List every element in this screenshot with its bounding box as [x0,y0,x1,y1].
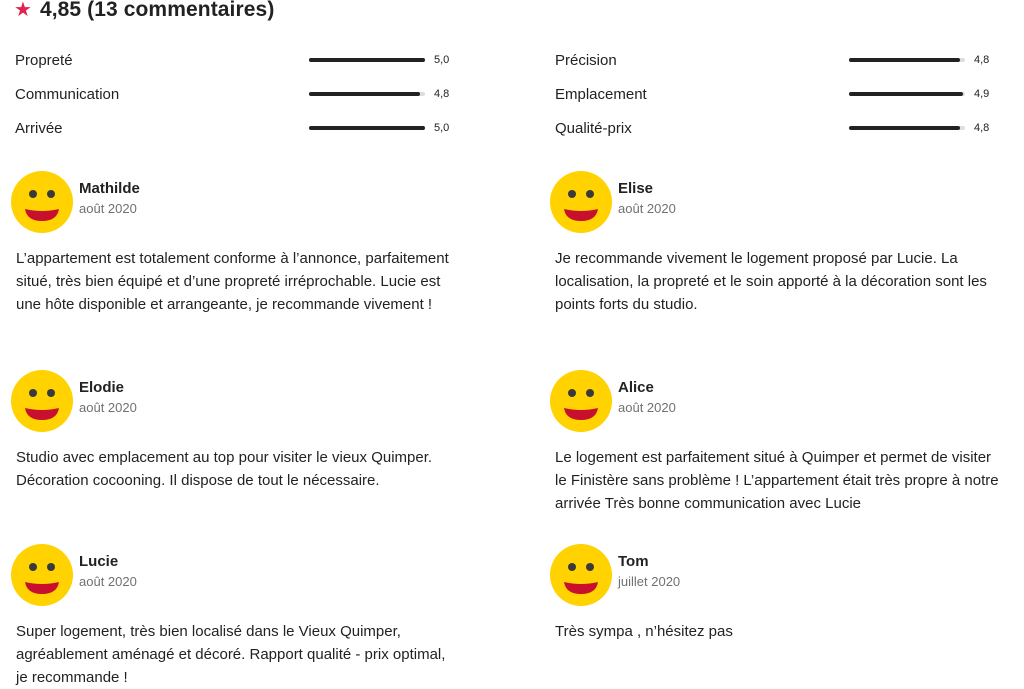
rating-row-communication [15,83,449,105]
review-date: août 2020 [618,400,676,415]
rating-bar [309,92,425,96]
rating-bar-fill [309,58,425,62]
rating-row-proprete [15,49,449,71]
reviewer-name: Alice [618,379,654,396]
review-text: Le logement est parfaitement situé à Quimper et permet de visiter le Finistère sans problème ! L’appartement était très propre à notre arrivée Très bonne communication avec Lucie [555,449,999,512]
rating-bar-fill [849,58,960,62]
review-date: août 2020 [79,574,137,589]
smiley-face-icon [550,370,612,432]
rating-row-precision [555,49,989,71]
review-date: juillet 2020 [618,574,681,589]
review-text: Je recommande vivement le logement proposé par Lucie. La localisation, la propreté et le soin apporté à la décoration sont les points forts du studio. [555,250,987,313]
review-card [11,370,451,492]
rating-bar [309,126,425,130]
rating-bar [849,126,965,130]
review-text: Super logement, très bien localisé dans le Vieux Quimper, agréablement aménagé et décoré. Rapport qualité - prix optimal, je recommande ! [16,623,446,686]
reviewer-name: Lucie [79,553,119,570]
reviewer-name: Elise [618,180,654,197]
rating-value: 4,8 [434,88,450,100]
rating-label: Qualité-prix [555,119,632,137]
smiley-face-icon [550,544,612,606]
rating-label: Propreté [15,51,73,69]
rating-label: Emplacement [555,85,647,103]
rating-bar-fill [849,126,960,130]
rating-value: 5,0 [434,122,450,134]
review-date: août 2020 [79,201,137,216]
smiley-face-icon [11,544,73,606]
rating-bar-fill [309,126,425,130]
rating-row-arrivee [15,117,449,139]
rating-bar-fill [849,92,963,96]
rating-row-qualite-prix [555,117,989,139]
review-text: L’appartement est totalement conforme à l’annonce, parfaitement situé, très bien équipé et d’une propreté irréprochable. Lucie est une hôte disponible et arrangeante, je recommande vivement ! [16,250,449,313]
rating-value: 4,8 [974,54,990,66]
reviewer-name: Tom [618,553,649,570]
review-card [550,544,990,643]
rating-label: Précision [555,51,617,69]
review-date: août 2020 [79,400,137,415]
smiley-face-icon [11,171,73,233]
rating-value: 4,9 [974,88,990,100]
rating-value: 4,8 [974,122,990,134]
reviewer-name: Mathilde [79,180,140,197]
rating-label: Arrivée [15,119,63,137]
smiley-face-icon [11,370,73,432]
review-card [11,544,451,689]
rating-row-emplacement [555,83,989,105]
review-card [550,171,990,316]
rating-summary [14,0,274,24]
overall-rating: 4,85 (13 commentaires) [39,0,275,21]
rating-value: 5,0 [434,54,450,66]
rating-bar [849,92,965,96]
rating-bar [849,58,965,62]
rating-bar [309,58,425,62]
rating-bar-fill [309,92,420,96]
reviewer-name: Elodie [79,379,125,396]
review-date: août 2020 [618,201,676,216]
review-text: Très sympa , n’hésitez pas [555,623,733,640]
review-card [550,370,999,515]
review-card [11,171,451,316]
smiley-face-icon [550,171,612,233]
review-text: Studio avec emplacement au top pour visiter le vieux Quimper. Décoration cocooning. Il dispose de tout le nécessaire. [16,449,433,489]
star-icon: ★ [14,0,32,21]
rating-label: Communication [15,85,120,103]
